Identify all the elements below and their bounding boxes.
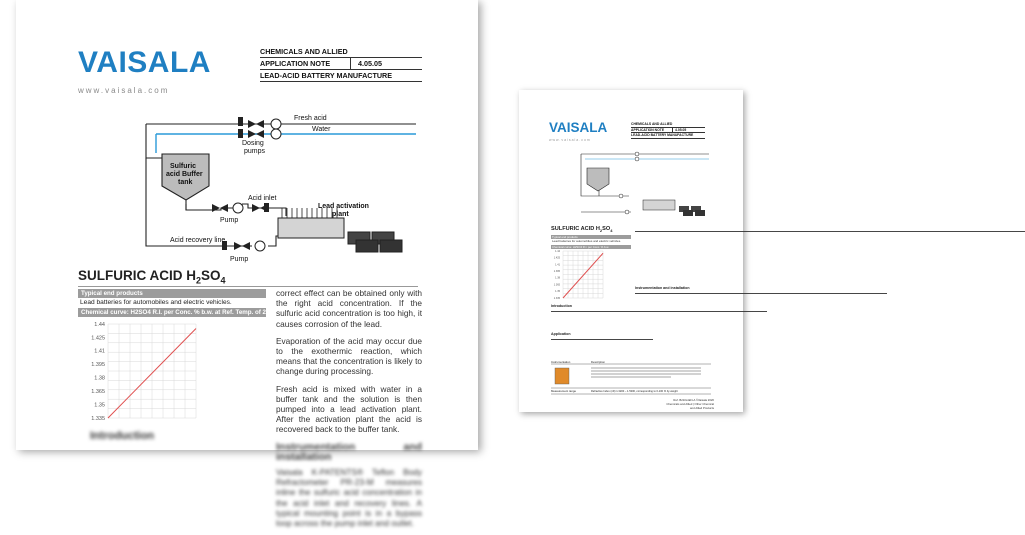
y-tick-label: 1.44 [94,321,105,328]
y-tick-label: 1.41 [94,348,105,355]
introduction-heading: Introduction [90,430,155,442]
y-tick-label: 1.365 [553,283,560,287]
website-url-small: www.vaisala.com [549,138,591,142]
label-water: Water [312,126,331,133]
section-title-small: SULFURIC ACID $H_2SO_4$ [551,226,613,234]
typical-products-text: Lead batteries for automobiles and electric vehicles. [80,299,232,306]
intro-text-small: ▬▬▬▬▬▬▬▬▬▬▬▬▬▬▬▬▬▬▬▬▬▬▬▬▬▬▬▬▬▬▬▬▬▬▬▬▬▬▬▬▬▬▬▬▬▬▬▬▬▬▬▬▬▬▬▬▬▬▬▬▬▬▬▬▬▬▬▬▬▬▬▬ [551,309,767,313]
footer-small [664,398,714,410]
paragraph-4: Vaisala K-PATENTS® Teflon Body Refractometer PR-23-M measures inline the sulfuric acid concentration in the acid inlet and recovery lines. A typical mounting point is in a bypass loop across the pump inlet and outlet. [276,467,422,529]
concentration-chart-small [551,248,631,302]
table-header-2: Description [591,360,605,364]
vaisala-logo: VAISALA [78,46,211,79]
label-lead-plant-2: plant [332,211,349,218]
label-dosing-pumps-1: Dosing [242,140,264,147]
label-acid-recovery: Acid recovery line [170,237,226,244]
y-tick-label: 1.425 [91,335,105,342]
chemical-curve-bar: Chemical curve: H2SO4 R.I. per Conc. % b.w. at Ref. Temp. of 20°C [78,308,266,317]
process-diagram [16,108,478,268]
y-tick-label: 1.425 [553,256,560,260]
large-document-page [16,0,478,529]
pump-1 [212,203,269,213]
header-app-note-number: 4.05.05 [358,59,382,68]
right-column-text [276,288,422,535]
y-tick-label: 1.38 [94,375,105,382]
table-measurement-range-value: Refractive Index (nD) 1.3200 – 1.5300, corresponding to 0-100 % by weight [591,390,678,393]
header-subject-small: LEAD-ACID BATTERY MANUFACTURE [631,133,705,139]
document-header-table [260,46,422,82]
instrumentation-heading-small: Instrumentation and installation [635,286,690,290]
application-text-small: ▬▬▬▬▬▬▬▬▬▬▬▬▬▬▬▬▬▬▬▬▬▬▬▬▬▬▬▬▬▬▬▬▬▬ [551,337,653,341]
footer-ref-small: Ref. B210xxEN-A ©Vaisala 2020 [673,398,714,402]
header-subject: LEAD-ACID BATTERY MANUFACTURE [260,70,422,82]
y-tick-label: 1.395 [553,269,560,273]
table-header-1: Instrumentation [551,360,571,364]
header-category: CHEMICALS AND ALLIED [260,46,422,58]
dosing-pumps-group [238,117,281,139]
concentration-chart [78,318,266,428]
typical-products-bar-small: Typical end products [551,235,631,239]
instrumentation-table-small [551,360,711,396]
instrumentation-text-small: ▬▬▬▬▬▬▬▬▬▬▬▬▬▬▬▬▬▬▬▬▬▬▬▬▬▬▬▬▬▬▬▬▬▬▬▬▬▬▬▬▬▬▬▬▬▬▬▬▬▬▬▬▬▬▬▬▬▬▬▬▬▬▬▬▬▬▬▬▬▬▬▬▬▬▬▬▬▬▬▬▬▬▬▬ [635,291,887,295]
y-tick-label: 1.365 [91,388,105,395]
vaisala-logo-small: VAISALA [549,120,608,135]
chemical-curve-bar-small: Chemical curve: H2SO4 R.I. per Conc. % b.w. [551,245,631,249]
small-document-page [519,90,1025,412]
application-heading-small: Application [551,332,571,336]
header-app-note-row [260,58,422,70]
document-header-table-small [631,122,705,139]
footer-category-small: Chemicals and Allied | Other Chemical and Allied Products [666,402,714,410]
y-tick-label: 1.335 [553,296,560,300]
y-tick-label: 1.395 [91,362,105,369]
y-tick-label: 1.335 [91,415,105,422]
right-column-text-small: ▬▬▬▬▬▬▬▬▬▬▬▬▬▬▬▬▬▬▬▬▬▬▬▬▬▬▬▬▬▬▬▬▬▬▬▬▬▬▬▬▬▬▬▬▬▬▬▬▬▬▬▬▬▬▬▬▬▬▬▬▬▬▬▬▬▬▬▬▬▬▬▬▬▬▬▬▬▬▬▬▬▬▬▬▬▬▬▬▬▬▬▬▬▬▬▬▬▬▬▬▬▬▬▬▬▬▬▬▬▬▬▬▬▬▬▬▬▬▬▬▬▬▬▬▬▬▬▬▬▬ [635,229,1025,233]
label-fresh-acid: Fresh acid [294,115,327,122]
label-pump-1: Pump [220,217,239,224]
label-pump-2: Pump [230,256,249,263]
process-diagram-small [519,146,743,226]
header-app-note-label-small: APPLICATION NOTE [631,127,665,132]
label-tank-1: Sulfuric [170,163,197,170]
y-tick-label: 1.44 [555,249,560,253]
y-tick-label: 1.38 [555,276,560,280]
header-app-note-label: APPLICATION NOTE [260,59,331,68]
instrumentation-heading: Instrumentation and installation [276,440,422,463]
section-title: SULFURIC ACID $H_2SO_4$ [78,268,226,286]
website-url: www.vaisala.com [78,86,170,95]
label-lead-plant-1: Lead activation [318,203,369,210]
y-tick-label: 1.35 [555,290,560,294]
paragraph-2: Evaporation of the acid may occur due to the exothermic reaction, which means that the concentration is likely to change during processing. [276,335,422,377]
label-tank-2: acid Buffer [166,171,203,178]
introduction-heading-small: Introduction [551,304,572,308]
label-acid-inlet: Acid inlet [248,195,277,202]
label-tank-3: tank [178,179,193,186]
header-category-small: CHEMICALS AND ALLIED [631,122,705,128]
typical-products-bar: Typical end products [78,289,266,298]
y-tick-label: 1.35 [94,402,105,409]
table-measurement-range-label: Measurement range [551,389,577,393]
y-tick-label: 1.41 [555,263,560,267]
paragraph-1: correct effect can be obtained only with the right acid concentration. If the sulfuric acid concentration is too high, it causes corrosion of the lead. [276,288,422,329]
typical-products-text-small: Lead batteries for automobiles and electric vehicles. [552,239,622,243]
label-dosing-pumps-2: pumps [244,148,266,155]
header-app-note-number-small: 4.05.05 [675,127,687,132]
paragraph-3: Fresh acid is mixed with water in a buffer tank and the solution is then pumped into a lead activation plant. After the activation plant the acid is recovered back to the buffer tank. [276,383,422,435]
fresh-acid-pipe [146,124,163,158]
